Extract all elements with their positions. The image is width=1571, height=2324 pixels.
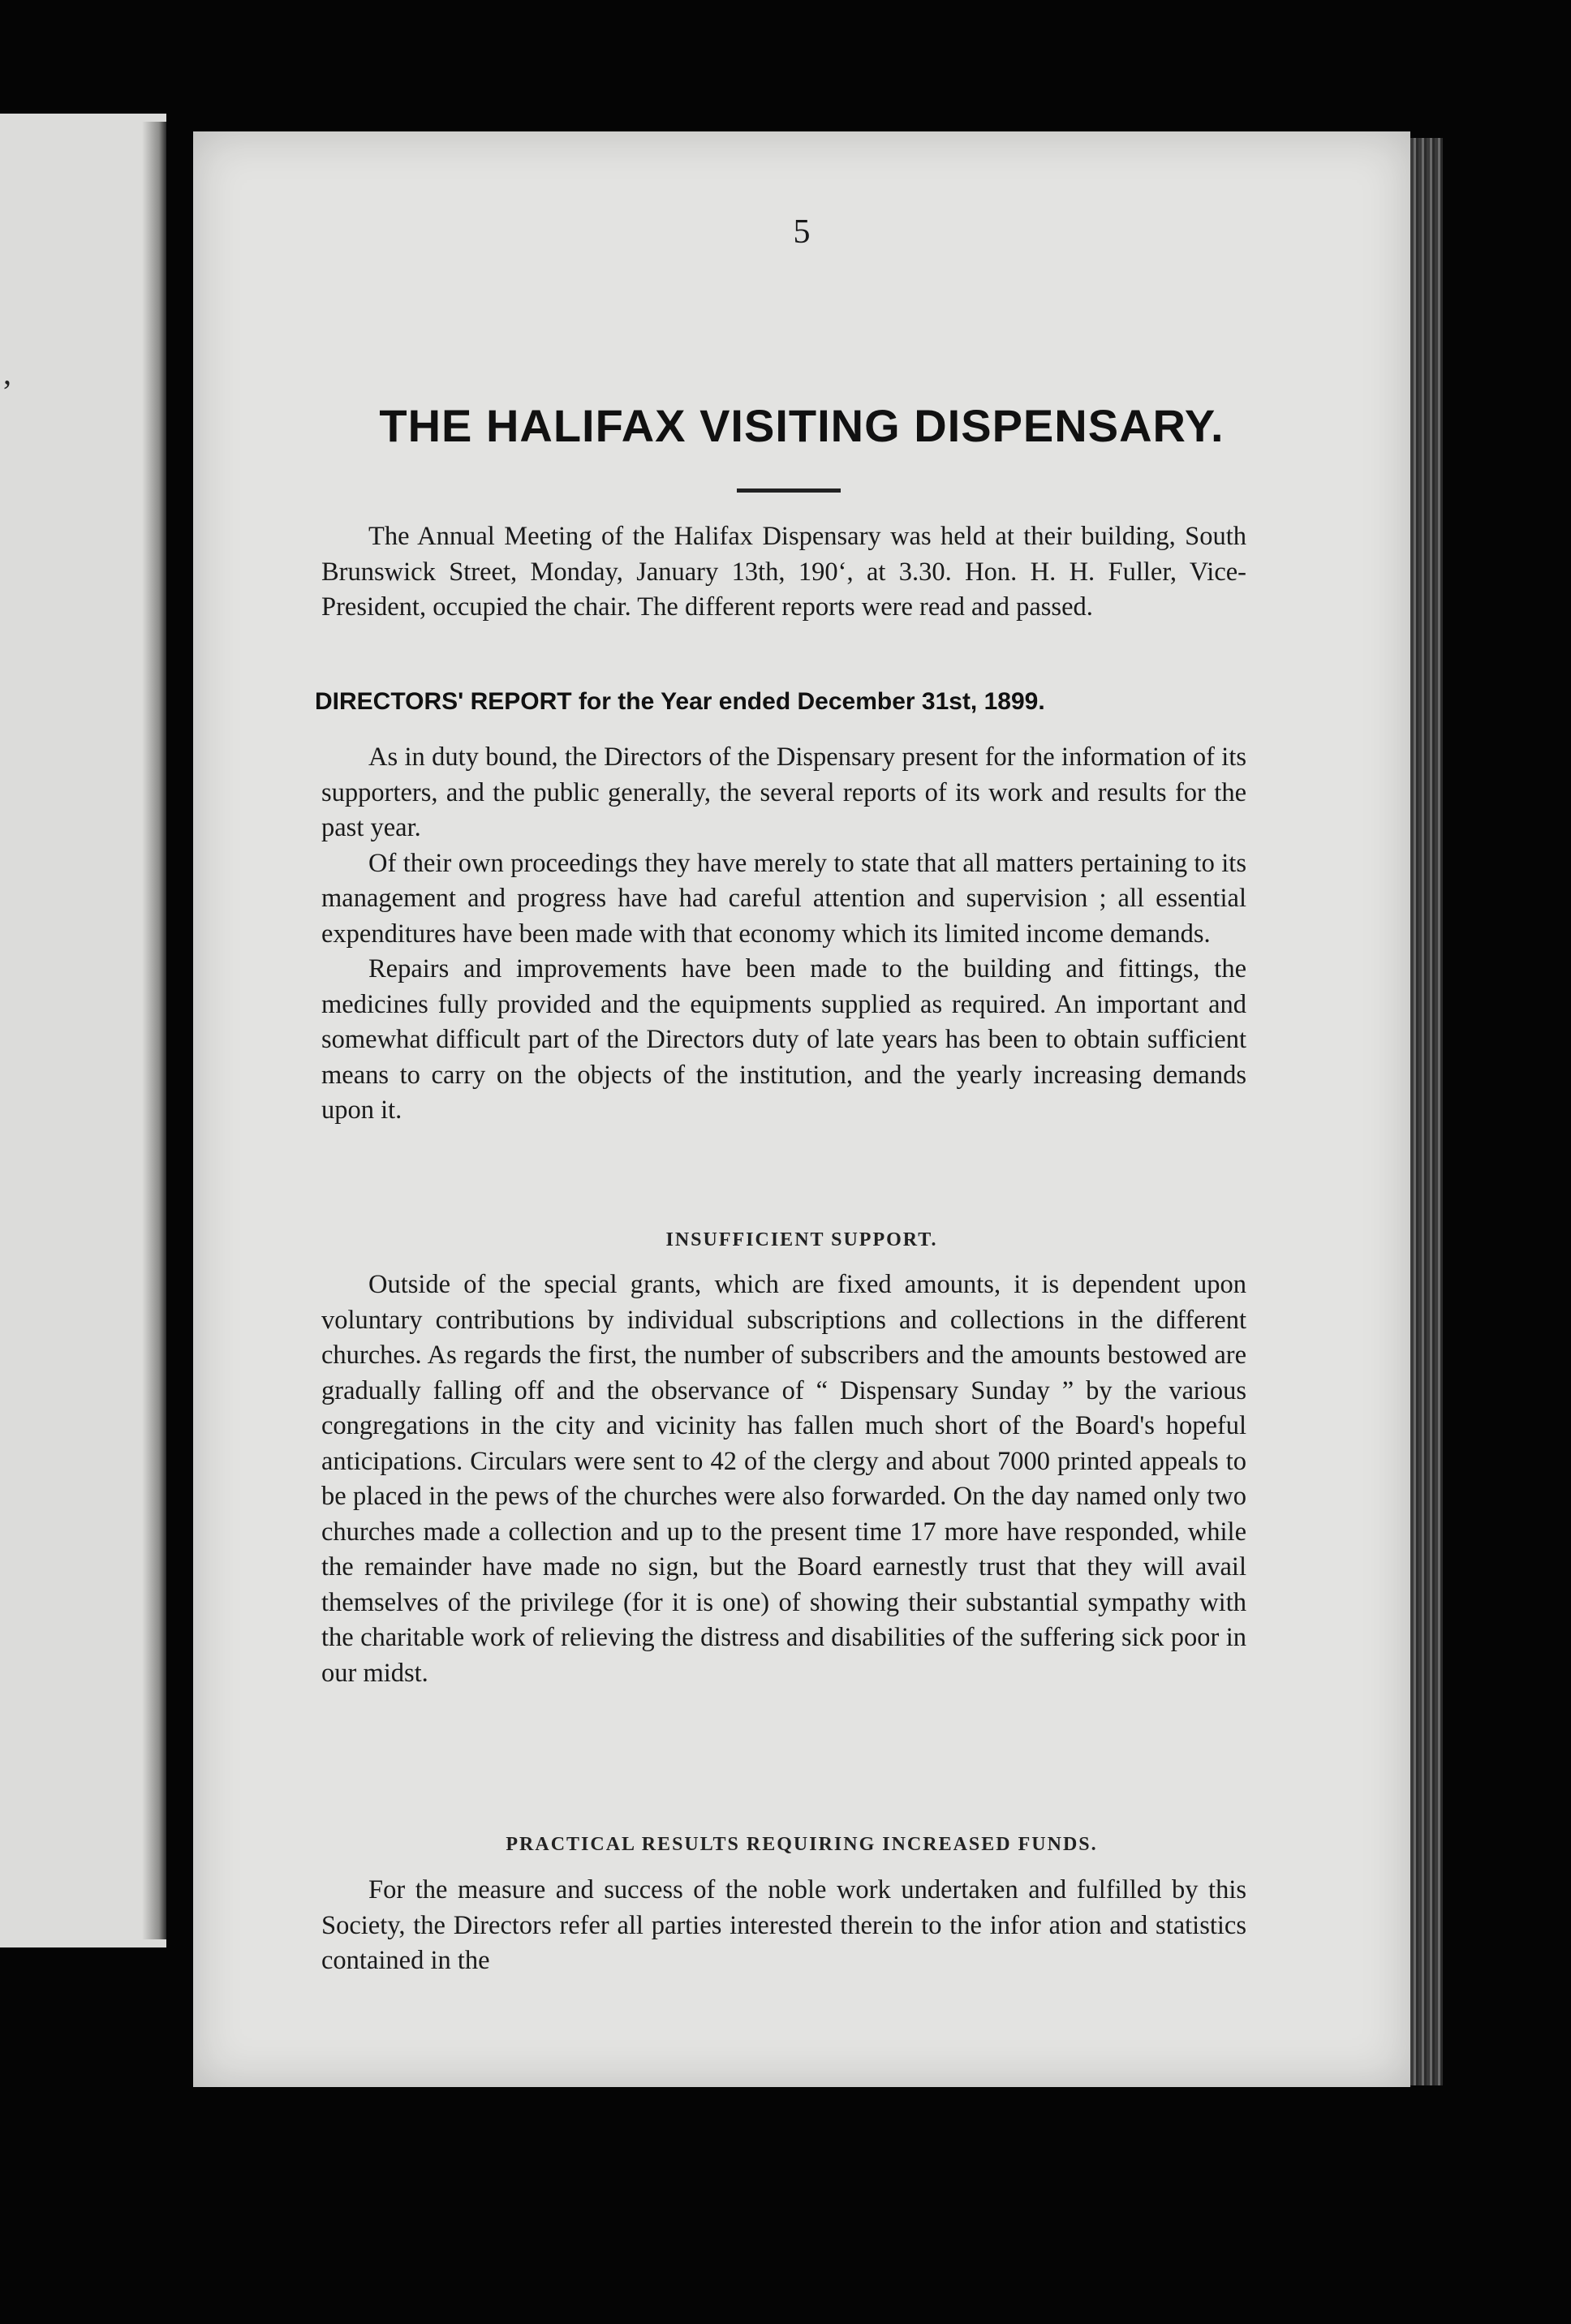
intro-paragraph: The Annual Meeting of the Halifax Dispensary was held at their building, South Brunswick Street, Monday, January 13th, 190‘, at 3.30. Hon. H. H. Fuller, Vice-President, occupied the chair. The different reports were read and passed.: [321, 522, 1246, 622]
practical-section: [321, 1873, 1246, 1979]
insufficient-paragraph: Outside of the special grants, which are fixed amounts, it is dependent upon voluntary contributions by individual subscriptions and collections in the different churches. As regards the first, the number of subscribers and the amounts bestowed are gradually falling off and the observance of “ Dispensary Sunday ” by the various congregations in the city and vicinity has fallen much short of the Board's hopeful anticipations. Circulars were sent to 42 of the clergy and about 7000 printed appeals to be placed in the pews of the churches were also forwarded. On the day named only two churches made a collection and up to the present time 17 more have responded, while the remainder have made no sign, but the Board earnestly trust that they will avail themselves of the privilege (for it is one) of showing their substantial sympathy with the charitable work of relieving the distress and disabilities of the suffering sick poor in our midst.: [321, 1270, 1246, 1688]
document-page: [193, 131, 1410, 2087]
intro-block: [321, 519, 1246, 626]
insufficient-section: [321, 1267, 1246, 1691]
page-number: 5: [793, 213, 811, 251]
page-edge-stack: [1410, 138, 1443, 2085]
report-section: [321, 740, 1246, 1129]
practical-paragraph: For the measure and success of the noble work undertaken and fulfilled by this Society, the Directors refer all parties interested therein to the infor ation and statistics contained in the: [321, 1875, 1246, 1975]
insufficient-support-heading: INSUFFICIENT SUPPORT.: [665, 1229, 938, 1250]
report-heading: DIRECTORS' REPORT for the Year ended December 31st, 1899.: [315, 688, 1045, 715]
report-paragraph: Repairs and improvements have been made to the building and fittings, the medicines fully provided and the equipments supplied as required. An important and somewhat difficult part of the Directors duty of late years has been to obtain sufficient means to carry on the objects of the institution, and the yearly increasing demands upon it.: [321, 954, 1246, 1125]
practical-results-heading: PRACTICAL RESULTS REQUIRING INCREASED FUNDS.: [506, 1834, 1098, 1855]
facing-page-mark: ,: [3, 355, 11, 391]
report-paragraph: As in duty bound, the Directors of the Dispensary present for the information of its supporters, and the public generally, the several reports of its work and results for the past year.: [321, 742, 1246, 842]
book-gutter: [142, 122, 166, 1939]
title-rule: [737, 488, 841, 493]
page-title: THE HALIFAX VISITING DISPENSARY.: [379, 400, 1225, 451]
report-paragraph: Of their own proceedings they have merely to state that all matters pertaining to its management and progress have had careful attention and supervision ; all essential expenditures have been made with that economy which its limited income demands.: [321, 848, 1246, 949]
